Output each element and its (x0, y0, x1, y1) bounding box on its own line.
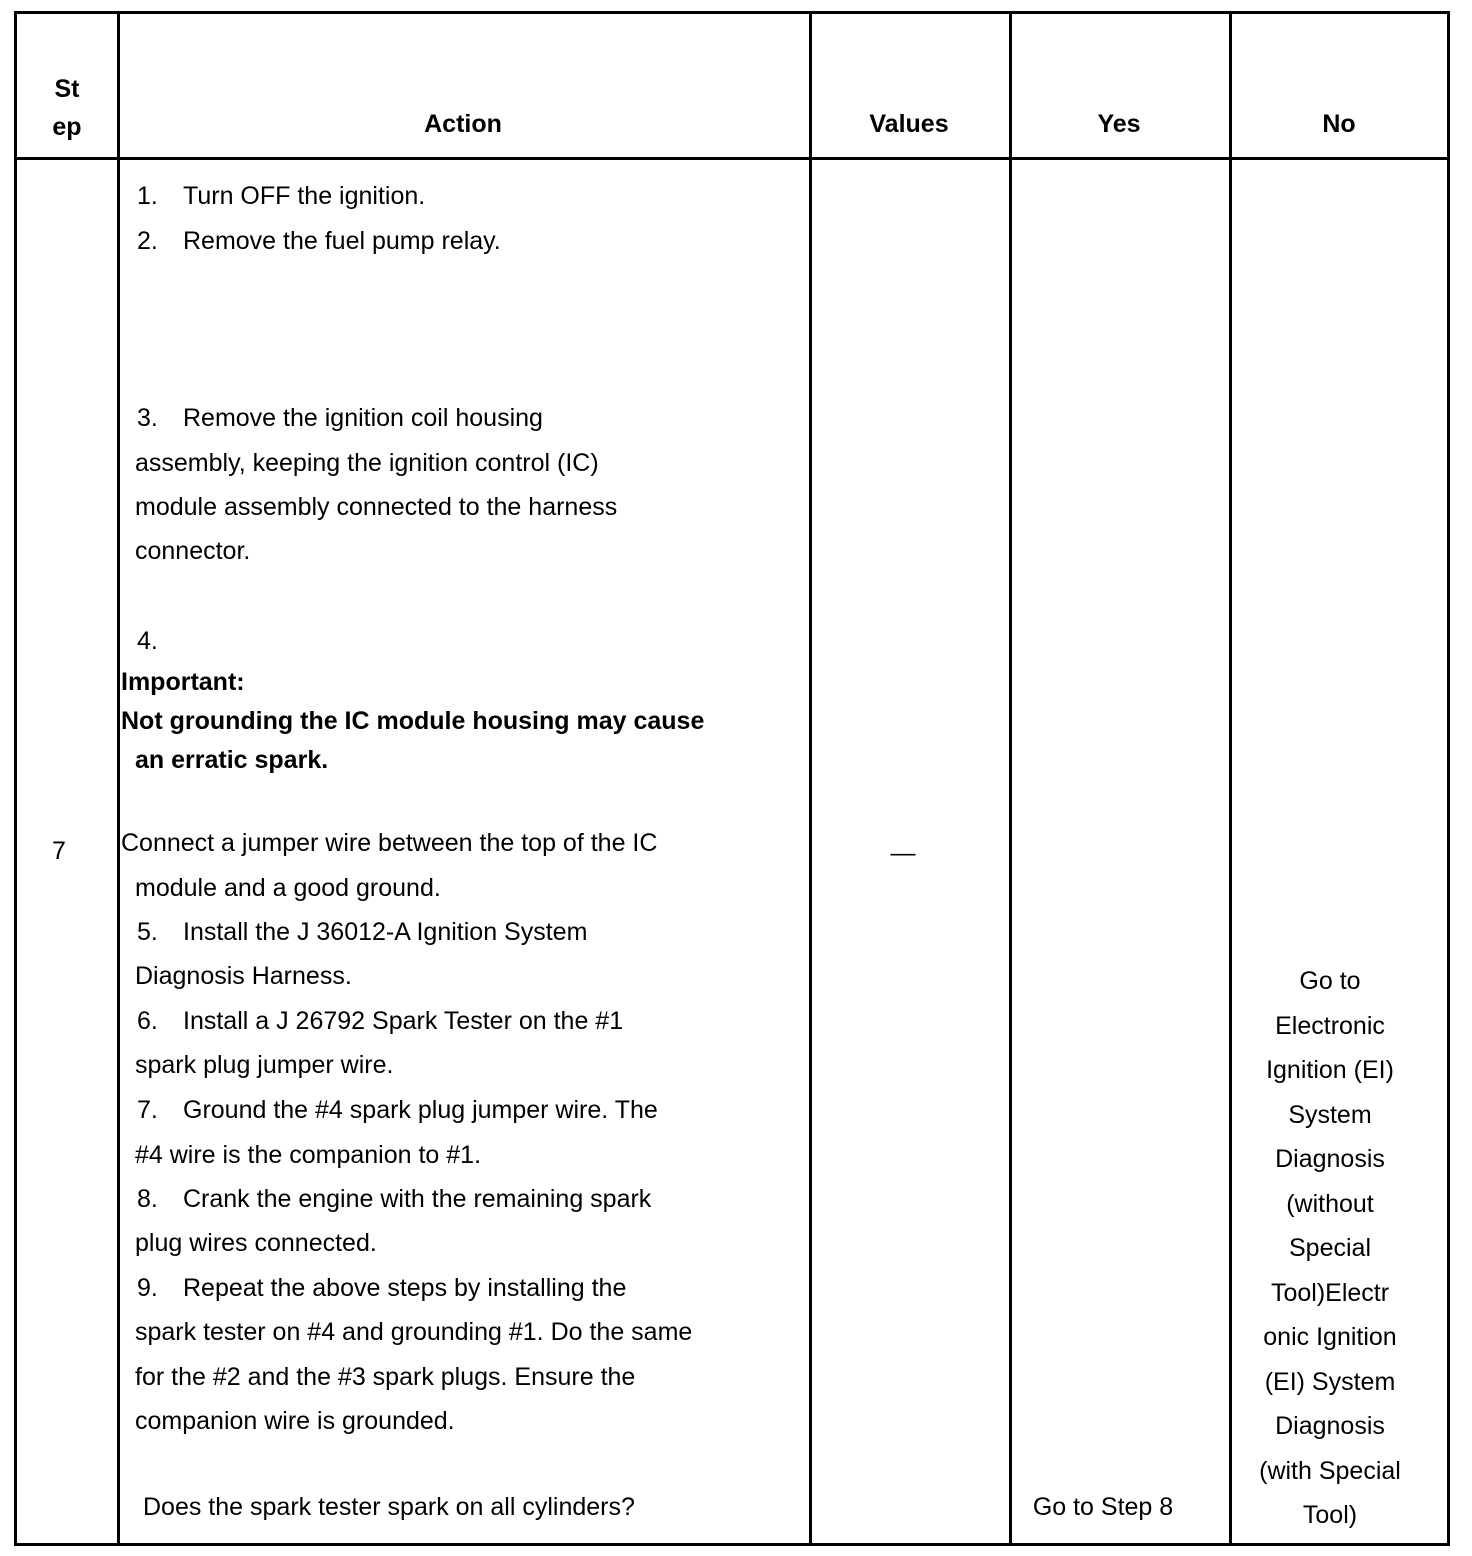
item-text: module and a good ground. (135, 874, 441, 902)
question-text: Does the spark tester spark on all cylinders? (143, 1493, 635, 1521)
item-text: Install the J 36012-A Ignition System (183, 918, 588, 946)
no-cell-line: Diagnosis (1275, 1145, 1385, 1173)
list-item (137, 1273, 626, 1303)
important-note: an erratic spark. (135, 746, 329, 774)
item-number: 2. (137, 227, 158, 255)
item-text: Remove the fuel pump relay. (183, 227, 501, 255)
column-divider (1009, 14, 1012, 1543)
header-divider (17, 157, 1447, 160)
header-action: Action (424, 110, 502, 138)
item-number: 3. (137, 404, 158, 432)
item-text: Crank the engine with the remaining spark (183, 1185, 652, 1213)
no-cell-line: System (1288, 1100, 1372, 1129)
header-yes: Yes (1097, 110, 1141, 138)
item-text: Diagnosis Harness. (135, 962, 352, 990)
header-values: Values (869, 110, 949, 138)
item-number: 9. (137, 1274, 158, 1302)
header-step-line: ep (52, 113, 82, 141)
important-label: Important: (121, 668, 245, 696)
list-item (137, 1006, 623, 1036)
list-item (137, 917, 587, 947)
item-text: Turn OFF the ignition. (183, 182, 426, 210)
item-text: Install a J 26792 Spark Tester on the #1 (183, 1007, 624, 1035)
item-text: spark tester on #4 and grounding #1. Do the same (135, 1318, 693, 1346)
no-cell-line: (with Special (1259, 1456, 1401, 1485)
item-text: Ground the #4 spark plug jumper wire. The (183, 1096, 658, 1124)
item-number: 7. (137, 1096, 158, 1124)
no-cell (1232, 959, 1428, 1538)
item-number: 8. (137, 1185, 158, 1213)
list-item (137, 181, 425, 211)
value-cell: — (890, 839, 916, 867)
item-text: Remove the ignition coil housing (183, 404, 543, 432)
item-text: Repeat the above steps by installing the (183, 1274, 627, 1302)
header-step-line: St (54, 75, 80, 103)
item-number: 5. (137, 918, 158, 946)
header-step (17, 70, 117, 146)
item-text: plug wires connected. (135, 1229, 377, 1257)
column-divider (809, 14, 812, 1543)
yes-cell: Go to Step 8 (1032, 1493, 1174, 1521)
no-cell-line: Diagnosis (1275, 1412, 1385, 1440)
list-item (137, 1095, 658, 1125)
no-cell-line: onic Ignition (1263, 1323, 1397, 1351)
item-text: for the #2 and the #3 spark plugs. Ensure the (135, 1363, 636, 1391)
item-text: spark plug jumper wire. (135, 1051, 394, 1079)
item-text: companion wire is grounded. (135, 1407, 455, 1435)
item-text: assembly, keeping the ignition control (IC) (135, 449, 599, 477)
no-cell-line: Tool) (1302, 1501, 1358, 1529)
item-text: connector. (135, 537, 251, 565)
item-text: module assembly connected to the harness (135, 493, 618, 521)
item-number: 1. (137, 182, 158, 210)
no-cell-line: Special (1289, 1234, 1371, 1262)
important-note: Not grounding the IC module housing may cause (121, 707, 705, 735)
list-item (137, 403, 543, 433)
item-number: 6. (137, 1007, 158, 1035)
list-item (137, 226, 501, 256)
no-cell-line: Tool)Electr (1270, 1278, 1390, 1307)
item-text: Connect a jumper wire between the top of the IC (121, 829, 658, 857)
no-cell-line: (EI) System (1264, 1367, 1396, 1396)
no-cell-line: (without (1286, 1189, 1374, 1218)
step-number: 7 (52, 837, 66, 865)
header-no: No (1322, 110, 1356, 138)
no-cell-line: Ignition (EI) (1266, 1056, 1394, 1084)
item-number: 4. (137, 627, 158, 655)
item-text: #4 wire is the companion to #1. (135, 1141, 482, 1169)
no-cell-line: Electronic (1275, 1011, 1385, 1040)
no-cell-line: Go to (1299, 967, 1361, 995)
column-divider (117, 14, 120, 1543)
list-item (137, 1184, 651, 1214)
